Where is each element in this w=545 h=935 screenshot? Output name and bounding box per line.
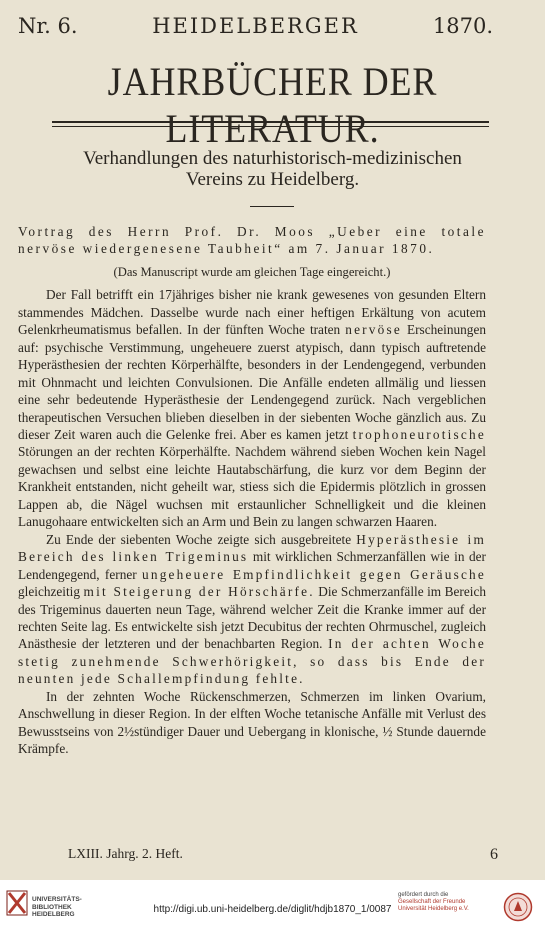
- title-rule-thick: [52, 121, 489, 123]
- funded-label: gefördert durch die: [398, 892, 449, 898]
- issue-number: Nr. 6.: [18, 14, 78, 38]
- university-seal-icon: [503, 892, 533, 922]
- p1-emph-nervoese: nervöse: [345, 322, 402, 338]
- running-header: [18, 14, 493, 44]
- title-rule-thin: [52, 126, 489, 127]
- viewer-footer-bar: [0, 880, 545, 935]
- p2-emph-empfindlichkeit: ungeheuere Empfindlichkeit gegen Geräusche: [142, 566, 486, 582]
- paragraph-3: In der zehnten Woche Rückenschmerzen, Schmerzen im linken Ovarium, Anschwellung in dieser Region. In der elften Woche tetanische Anfälle mit Verlust des Bewusstseins von 2½stündiger Dauer und Uebergang in klonische, ½ Stunde dauernde Krämpfe.: [18, 688, 486, 757]
- issue-year: 1870.: [432, 14, 493, 38]
- manuscript-note: (Das Manuscript wurde am gleichen Tage eingereicht.): [113, 264, 391, 279]
- lecture-topic: „Ueber eine totale nervöse wiedergenesene Taubheit“ am 7. Januar 1870.: [18, 224, 486, 257]
- p2-text-g: Die Schmerzanfälle im Bereich des Trigeminus dauerten neun Tage, während welcher Zeit die Kranke immer auf der rechten Seite lag. Es entwickelte sish jetzt Decubitus der rechten Ohrmuschel, zugleich Anästhesie der letzteren und der benachbarten Region.: [18, 584, 486, 652]
- p2-emph-hyperaesthesie: Hyperästhesie im Bereich des linken Trigeminus: [18, 531, 486, 565]
- library-line-3: HEIDELBERG: [32, 911, 75, 918]
- article-body: [18, 223, 486, 758]
- p1-text-a: Der Fall betrifft ein 17jähriges bisher nie krank gewesenes von gesunden Eltern stammendes Mädchen. Dasselbe wurde nach einer heftigen Erkältung von acutem Gelenkrheumatismus befallen. In der fünften Woche traten: [18, 287, 486, 338]
- library-line-1: UNIVERSITÄTS-: [32, 896, 82, 903]
- p1-text-c: Erscheinungen auf: psychische Verstimmung, ungeheuere zuerst atypisch, dann typisch auftretende Hyperästhesien der rechten Körperhälfte, besonders in der Lendengegend, verbunden mit Ohnmacht und leichten Convulsionen. Die Anfälle endeten allmälig und liessen eine sehr bedeutende Hyperästhesie der Lendengegend zurück. Nach vergeblichen therapeutischen Versuchen blieben dieselben in der siebenten Woche gänzlich aus. Zu dieser Zeit waren auch die Gelenke frei. Aber es kamen jetzt: [18, 322, 486, 442]
- paragraph-2: [18, 531, 486, 688]
- journal-name: HEIDELBERGER: [152, 14, 359, 38]
- permalink-url[interactable]: http://digi.ub.uni-heidelberg.de/diglit/hdjb1870_1/0087: [153, 904, 392, 915]
- funded-org-line-1: Gesellschaft der Freunde: [398, 899, 466, 906]
- page-number: 6: [490, 846, 498, 863]
- p2-text-a: Zu Ende der siebenten Woche zeigte sich ausgebreitete: [46, 531, 357, 547]
- funding-note: [398, 892, 469, 914]
- lecture-speaker: Vortrag des Herrn Prof. Dr. Moos: [18, 224, 316, 239]
- lecture-title: [18, 223, 486, 258]
- volume-signature: LXIII. Jahrg. 2. Heft.: [68, 846, 183, 861]
- article-heading: [0, 148, 545, 190]
- p2-emph-schwerhoerigkeit: In der achten Woche stetig zunehmende Schwerhörigkeit, so dass bis Ende der neunten jede Schallempfindung fehlte.: [18, 636, 486, 687]
- heading-line-1: Verhandlungen des naturhistorisch-medizinischen: [83, 148, 462, 169]
- p2-emph-hoerschaerfe: mit Steigerung der Hörschärfe.: [83, 584, 315, 600]
- funded-org-line-2: Universität Heidelberg e.V.: [398, 906, 469, 913]
- p1-text-e: Störungen an der rechten Körperhälfte. Nachdem während sieben Wochen kein Nagel gewachsen und selbst eine leichte Hautabschärfung, die kurz vor dem Beginn der Krankheit entstanden, nicht geheilt war, stiess sich die Epidermis plötzlich in grossen Lappen ab, die Nägel wuchsen mit erstaunlicher Schnelligkeit und die kleinen Lanugohaare entwickelten sich an Arm und Bein zu langen schwarzen Haaren.: [18, 444, 486, 530]
- heading-line-2: Vereins zu Heidelberg.: [185, 169, 360, 190]
- p2-text-c: mit wirklichen Schmerzanfällen wie in der Lendengegend, ferner: [18, 549, 486, 582]
- p1-emph-trophoneurotische: trophoneurotische: [352, 426, 486, 442]
- paragraph-1: [18, 286, 486, 530]
- p2-text-e: gleichzeitig: [18, 584, 84, 600]
- section-divider: [250, 206, 294, 207]
- library-line-2: BIBLIOTHEK: [32, 903, 72, 911]
- journal-title: JAHRBÜCHER DER LITERATUR.: [107, 59, 438, 151]
